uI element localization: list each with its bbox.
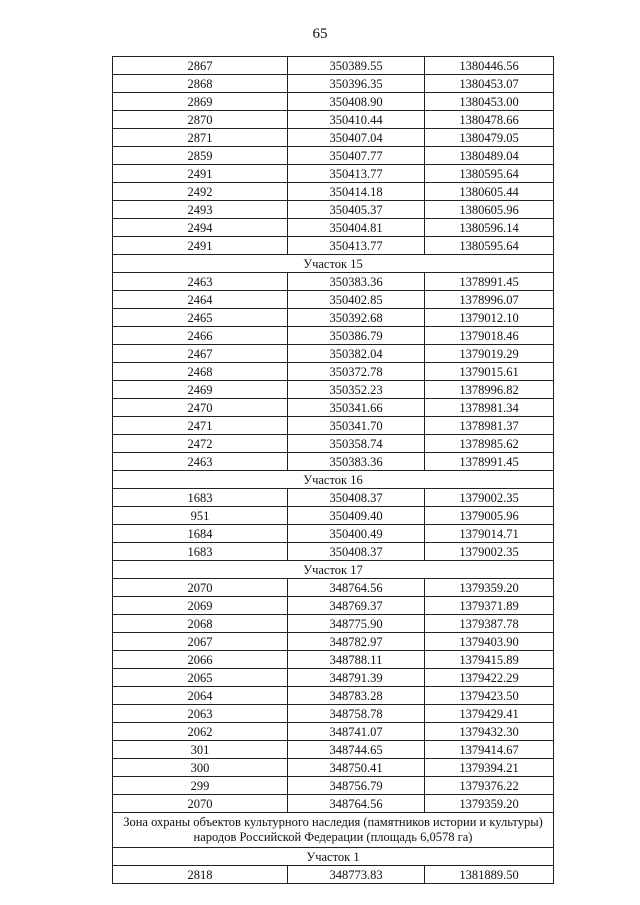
y-coordinate-cell: 1380596.14 bbox=[425, 219, 554, 237]
page-number: 65 bbox=[312, 26, 328, 42]
point-number-cell: 2062 bbox=[113, 723, 288, 741]
point-number-cell: 2470 bbox=[113, 399, 288, 417]
y-coordinate-cell: 1380595.64 bbox=[425, 237, 554, 255]
x-coordinate-cell: 348741.07 bbox=[288, 723, 425, 741]
y-coordinate-cell: 1378985.62 bbox=[425, 435, 554, 453]
table-row bbox=[113, 453, 554, 471]
section-heading: Участок 15 bbox=[113, 255, 554, 273]
table-row bbox=[113, 705, 554, 723]
y-coordinate-cell: 1378996.82 bbox=[425, 381, 554, 399]
table-row bbox=[113, 57, 554, 75]
point-number-cell: 2492 bbox=[113, 183, 288, 201]
table-row bbox=[113, 525, 554, 543]
table-row bbox=[113, 129, 554, 147]
y-coordinate-cell: 1379014.71 bbox=[425, 525, 554, 543]
y-coordinate-cell: 1379359.20 bbox=[425, 795, 554, 813]
y-coordinate-cell: 1381889.50 bbox=[425, 866, 554, 884]
point-number-cell: 2065 bbox=[113, 669, 288, 687]
table-row bbox=[113, 111, 554, 129]
point-number-cell: 1683 bbox=[113, 489, 288, 507]
point-number-cell: 2466 bbox=[113, 327, 288, 345]
y-coordinate-cell: 1379403.90 bbox=[425, 633, 554, 651]
table-row bbox=[113, 309, 554, 327]
zone-heading: Зона охраны объектов культурного наследия (памятников истории и культуры) народов Российской Федерации (площадь 6,0578 га) bbox=[113, 813, 554, 848]
y-coordinate-cell: 1380478.66 bbox=[425, 111, 554, 129]
y-coordinate-cell: 1379012.10 bbox=[425, 309, 554, 327]
table-row bbox=[113, 147, 554, 165]
y-coordinate-cell: 1379394.21 bbox=[425, 759, 554, 777]
point-number-cell: 2067 bbox=[113, 633, 288, 651]
section-heading-row bbox=[113, 471, 554, 489]
section-heading-row bbox=[113, 561, 554, 579]
y-coordinate-cell: 1379387.78 bbox=[425, 615, 554, 633]
x-coordinate-cell: 350341.66 bbox=[288, 399, 425, 417]
table-row bbox=[113, 183, 554, 201]
point-number-cell: 1684 bbox=[113, 525, 288, 543]
point-number-cell: 2068 bbox=[113, 615, 288, 633]
x-coordinate-cell: 350407.77 bbox=[288, 147, 425, 165]
y-coordinate-cell: 1379002.35 bbox=[425, 489, 554, 507]
point-number-cell: 2869 bbox=[113, 93, 288, 111]
x-coordinate-cell: 350404.81 bbox=[288, 219, 425, 237]
y-coordinate-cell: 1380595.64 bbox=[425, 165, 554, 183]
point-number-cell: 2463 bbox=[113, 273, 288, 291]
x-coordinate-cell: 350413.77 bbox=[288, 237, 425, 255]
point-number-cell: 2468 bbox=[113, 363, 288, 381]
table-row bbox=[113, 723, 554, 741]
table-row bbox=[113, 417, 554, 435]
point-number-cell: 2493 bbox=[113, 201, 288, 219]
x-coordinate-cell: 348764.56 bbox=[288, 795, 425, 813]
point-number-cell: 2491 bbox=[113, 165, 288, 183]
point-number-cell: 2070 bbox=[113, 579, 288, 597]
y-coordinate-cell: 1380605.44 bbox=[425, 183, 554, 201]
x-coordinate-cell: 350409.40 bbox=[288, 507, 425, 525]
point-number-cell: 2868 bbox=[113, 75, 288, 93]
y-coordinate-cell: 1380605.96 bbox=[425, 201, 554, 219]
table-row bbox=[113, 381, 554, 399]
y-coordinate-cell: 1379415.89 bbox=[425, 651, 554, 669]
y-coordinate-cell: 1380489.04 bbox=[425, 147, 554, 165]
coordinates-table bbox=[112, 56, 554, 884]
table-row bbox=[113, 273, 554, 291]
x-coordinate-cell: 350405.37 bbox=[288, 201, 425, 219]
table-row bbox=[113, 165, 554, 183]
section-heading-row bbox=[113, 255, 554, 273]
table-row bbox=[113, 363, 554, 381]
y-coordinate-cell: 1380479.05 bbox=[425, 129, 554, 147]
point-number-cell: 301 bbox=[113, 741, 288, 759]
x-coordinate-cell: 350413.77 bbox=[288, 165, 425, 183]
x-coordinate-cell: 348764.56 bbox=[288, 579, 425, 597]
table-row bbox=[113, 345, 554, 363]
y-coordinate-cell: 1378981.37 bbox=[425, 417, 554, 435]
point-number-cell: 2471 bbox=[113, 417, 288, 435]
table-row bbox=[113, 687, 554, 705]
point-number-cell: 2871 bbox=[113, 129, 288, 147]
point-number-cell: 2064 bbox=[113, 687, 288, 705]
point-number-cell: 2066 bbox=[113, 651, 288, 669]
x-coordinate-cell: 348769.37 bbox=[288, 597, 425, 615]
y-coordinate-cell: 1379015.61 bbox=[425, 363, 554, 381]
table-row bbox=[113, 93, 554, 111]
x-coordinate-cell: 350408.90 bbox=[288, 93, 425, 111]
y-coordinate-cell: 1380453.07 bbox=[425, 75, 554, 93]
x-coordinate-cell: 350341.70 bbox=[288, 417, 425, 435]
table-row bbox=[113, 75, 554, 93]
x-coordinate-cell: 348773.83 bbox=[288, 866, 425, 884]
x-coordinate-cell: 350392.68 bbox=[288, 309, 425, 327]
point-number-cell: 1683 bbox=[113, 543, 288, 561]
x-coordinate-cell: 348775.90 bbox=[288, 615, 425, 633]
x-coordinate-cell: 348744.65 bbox=[288, 741, 425, 759]
table-row bbox=[113, 543, 554, 561]
y-coordinate-cell: 1378991.45 bbox=[425, 273, 554, 291]
point-number-cell: 2463 bbox=[113, 453, 288, 471]
table-row bbox=[113, 579, 554, 597]
x-coordinate-cell: 350358.74 bbox=[288, 435, 425, 453]
x-coordinate-cell: 350352.23 bbox=[288, 381, 425, 399]
y-coordinate-cell: 1379371.89 bbox=[425, 597, 554, 615]
y-coordinate-cell: 1380453.00 bbox=[425, 93, 554, 111]
x-coordinate-cell: 350410.44 bbox=[288, 111, 425, 129]
table-row bbox=[113, 759, 554, 777]
point-number-cell: 2469 bbox=[113, 381, 288, 399]
zone-heading-row bbox=[113, 813, 554, 848]
x-coordinate-cell: 348758.78 bbox=[288, 705, 425, 723]
point-number-cell: 2063 bbox=[113, 705, 288, 723]
table-row bbox=[113, 237, 554, 255]
point-number-cell: 2467 bbox=[113, 345, 288, 363]
x-coordinate-cell: 350408.37 bbox=[288, 543, 425, 561]
section-heading: Участок 1 bbox=[113, 848, 554, 866]
y-coordinate-cell: 1379005.96 bbox=[425, 507, 554, 525]
x-coordinate-cell: 350402.85 bbox=[288, 291, 425, 309]
x-coordinate-cell: 350396.35 bbox=[288, 75, 425, 93]
table-row bbox=[113, 435, 554, 453]
table-row bbox=[113, 795, 554, 813]
x-coordinate-cell: 350382.04 bbox=[288, 345, 425, 363]
y-coordinate-cell: 1379376.22 bbox=[425, 777, 554, 795]
table-row bbox=[113, 489, 554, 507]
x-coordinate-cell: 350400.49 bbox=[288, 525, 425, 543]
x-coordinate-cell: 348782.97 bbox=[288, 633, 425, 651]
table-row bbox=[113, 669, 554, 687]
x-coordinate-cell: 348791.39 bbox=[288, 669, 425, 687]
x-coordinate-cell: 350414.18 bbox=[288, 183, 425, 201]
y-coordinate-cell: 1378996.07 bbox=[425, 291, 554, 309]
x-coordinate-cell: 348788.11 bbox=[288, 651, 425, 669]
table-row bbox=[113, 741, 554, 759]
x-coordinate-cell: 348750.41 bbox=[288, 759, 425, 777]
y-coordinate-cell: 1379429.41 bbox=[425, 705, 554, 723]
section-heading: Участок 17 bbox=[113, 561, 554, 579]
point-number-cell: 2472 bbox=[113, 435, 288, 453]
table-row bbox=[113, 201, 554, 219]
point-number-cell: 2465 bbox=[113, 309, 288, 327]
table-row bbox=[113, 219, 554, 237]
point-number-cell: 2491 bbox=[113, 237, 288, 255]
y-coordinate-cell: 1379414.67 bbox=[425, 741, 554, 759]
table-row bbox=[113, 651, 554, 669]
y-coordinate-cell: 1378991.45 bbox=[425, 453, 554, 471]
x-coordinate-cell: 350383.36 bbox=[288, 453, 425, 471]
point-number-cell: 2069 bbox=[113, 597, 288, 615]
point-number-cell: 951 bbox=[113, 507, 288, 525]
y-coordinate-cell: 1379422.29 bbox=[425, 669, 554, 687]
x-coordinate-cell: 350407.04 bbox=[288, 129, 425, 147]
point-number-cell: 2867 bbox=[113, 57, 288, 75]
point-number-cell: 2870 bbox=[113, 111, 288, 129]
point-number-cell: 2070 bbox=[113, 795, 288, 813]
y-coordinate-cell: 1379432.30 bbox=[425, 723, 554, 741]
y-coordinate-cell: 1380446.56 bbox=[425, 57, 554, 75]
x-coordinate-cell: 350383.36 bbox=[288, 273, 425, 291]
table-row bbox=[113, 507, 554, 525]
table-row bbox=[113, 777, 554, 795]
table-row bbox=[113, 615, 554, 633]
point-number-cell: 299 bbox=[113, 777, 288, 795]
table-row bbox=[113, 327, 554, 345]
point-number-cell: 2494 bbox=[113, 219, 288, 237]
coordinates-table-body bbox=[113, 57, 554, 884]
section-heading: Участок 16 bbox=[113, 471, 554, 489]
table-row bbox=[113, 866, 554, 884]
y-coordinate-cell: 1379018.46 bbox=[425, 327, 554, 345]
table-row bbox=[113, 633, 554, 651]
x-coordinate-cell: 350389.55 bbox=[288, 57, 425, 75]
point-number-cell: 2859 bbox=[113, 147, 288, 165]
x-coordinate-cell: 350386.79 bbox=[288, 327, 425, 345]
table-row bbox=[113, 399, 554, 417]
x-coordinate-cell: 348756.79 bbox=[288, 777, 425, 795]
x-coordinate-cell: 348783.28 bbox=[288, 687, 425, 705]
y-coordinate-cell: 1379002.35 bbox=[425, 543, 554, 561]
x-coordinate-cell: 350408.37 bbox=[288, 489, 425, 507]
table-row bbox=[113, 291, 554, 309]
y-coordinate-cell: 1378981.34 bbox=[425, 399, 554, 417]
point-number-cell: 2818 bbox=[113, 866, 288, 884]
y-coordinate-cell: 1379359.20 bbox=[425, 579, 554, 597]
section-heading-row bbox=[113, 848, 554, 866]
table-row bbox=[113, 597, 554, 615]
y-coordinate-cell: 1379423.50 bbox=[425, 687, 554, 705]
point-number-cell: 2464 bbox=[113, 291, 288, 309]
y-coordinate-cell: 1379019.29 bbox=[425, 345, 554, 363]
point-number-cell: 300 bbox=[113, 759, 288, 777]
x-coordinate-cell: 350372.78 bbox=[288, 363, 425, 381]
